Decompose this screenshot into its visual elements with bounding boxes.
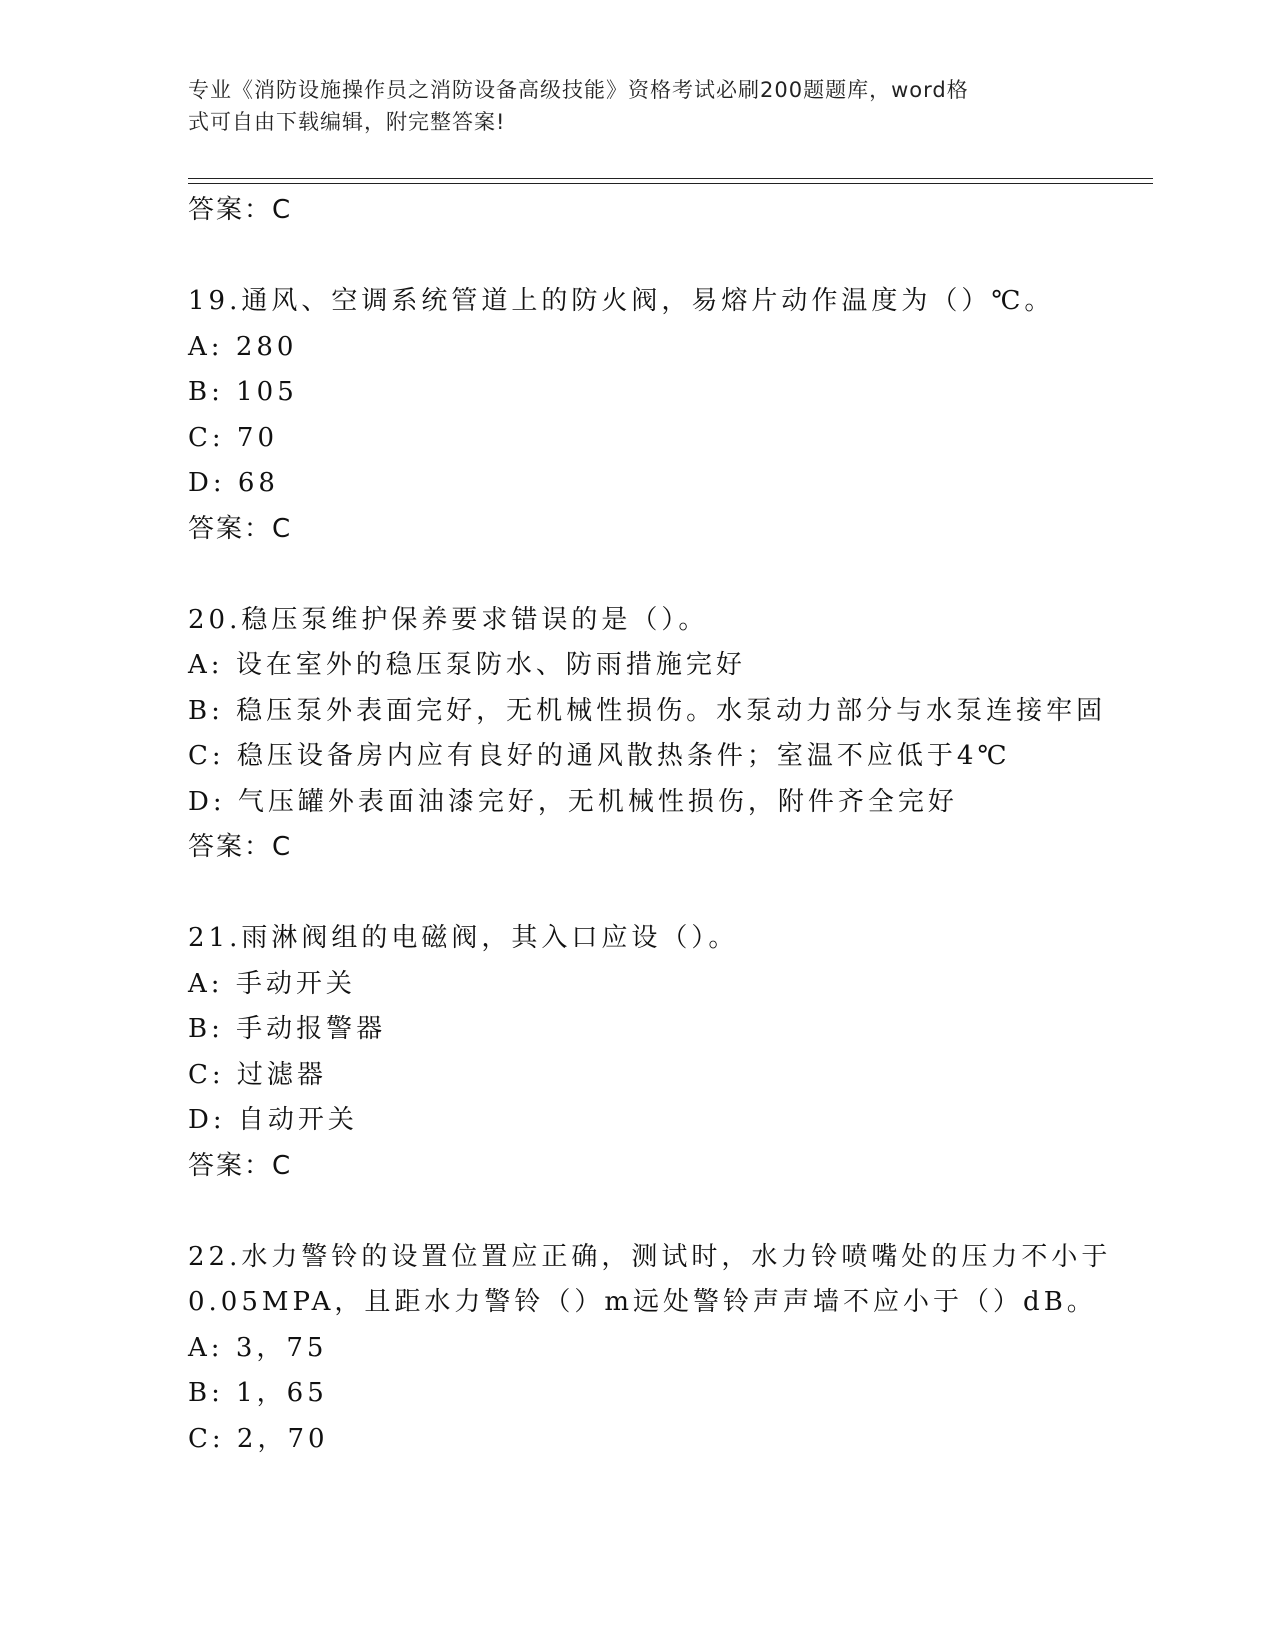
- option-text: 稳压泵外表面完好，无机械性损伤。水泵动力部分与水泵连接牢固: [236, 695, 1107, 726]
- option-letter: A:: [188, 331, 224, 362]
- option-a: [188, 962, 1148, 1008]
- answer-value: C: [272, 195, 293, 225]
- option-text: 设在室外的稳压泵防水、防雨措施完好: [235, 650, 746, 680]
- option-text: 稳压设备房内应有良好的通风散热条件；室温不应低于4℃: [236, 741, 1011, 771]
- spacer: [188, 1189, 1148, 1235]
- option-b: [188, 1007, 1148, 1053]
- spacer: [188, 234, 1148, 280]
- option-d: [188, 461, 1148, 507]
- option-letter: D:: [188, 468, 226, 498]
- question-stem-line-2: 0.05MPA，且距水力警铃（）m远处警铃声声墙不应小于（）dB。: [188, 1287, 1097, 1317]
- header-line-2: 式可自由下载编辑，附完整答案!: [188, 110, 506, 134]
- option-c: [188, 1417, 1148, 1463]
- option-letter: C:: [188, 422, 225, 453]
- option-letter: C:: [188, 1059, 225, 1090]
- header-line-1: 专业《消防设施操作员之消防设备高级技能》资格考试必刷200题题库，word格: [188, 78, 969, 102]
- option-text: 70: [236, 422, 279, 453]
- header-divider-bottom: [188, 183, 1153, 184]
- option-b: [188, 1371, 1148, 1417]
- question-stem: 21.雨淋阀组的电磁阀，其入口应设（）。: [188, 923, 739, 953]
- question-19: [188, 279, 1148, 552]
- option-c: [188, 416, 1148, 462]
- answer-line: [188, 188, 1148, 234]
- option-text: 1，65: [236, 1378, 328, 1408]
- option-a: [188, 325, 1148, 371]
- header-divider-top: [188, 178, 1153, 179]
- option-text: 3，75: [235, 1332, 328, 1363]
- option-b: [188, 370, 1148, 416]
- option-d: [188, 780, 1148, 826]
- answer-label: 答案：: [188, 1150, 273, 1181]
- option-text: 68: [237, 468, 279, 498]
- option-c: [188, 1053, 1148, 1099]
- option-text: 280: [235, 331, 298, 362]
- document-header: [188, 74, 1068, 138]
- option-text: 气压罐外表面油漆完好，无机械性损伤，附件齐全完好: [237, 786, 958, 817]
- option-letter: B:: [188, 1014, 224, 1044]
- question-20: [188, 598, 1148, 871]
- answer-value: C: [272, 1150, 293, 1181]
- option-letter: D:: [188, 786, 226, 817]
- spacer: [188, 871, 1148, 917]
- answer-line: [188, 507, 1148, 553]
- question-22: [188, 1235, 1148, 1463]
- option-letter: B:: [188, 1378, 224, 1408]
- option-letter: B:: [188, 377, 224, 407]
- option-letter: B:: [188, 695, 224, 726]
- option-c: [188, 734, 1148, 780]
- option-b: [188, 689, 1148, 735]
- option-text: 2，70: [236, 1423, 329, 1454]
- question-stem: 20.稳压泵维护保养要求错误的是（）。: [188, 604, 709, 635]
- question-21: [188, 916, 1148, 1189]
- option-a: [188, 643, 1148, 689]
- option-d: [188, 1098, 1148, 1144]
- option-letter: C:: [188, 1423, 225, 1454]
- option-text: 手动报警器: [236, 1014, 387, 1044]
- option-a: [188, 1326, 1148, 1372]
- option-letter: A:: [188, 1332, 224, 1363]
- question-stem: 19.通风、空调系统管道上的防火阀，易熔片动作温度为（）℃。: [188, 286, 1055, 316]
- answer-value: C: [272, 513, 293, 544]
- option-letter: D:: [188, 1105, 226, 1135]
- option-text: 手动开关: [235, 968, 356, 999]
- question-list: [188, 188, 1148, 1462]
- answer-line: [188, 825, 1148, 871]
- option-letter: C:: [188, 741, 225, 771]
- answer-line: [188, 1144, 1148, 1190]
- answer-value: C: [272, 832, 293, 862]
- answer-label: 答案：: [188, 513, 273, 544]
- answer-label: 答案：: [188, 195, 273, 225]
- spacer: [188, 552, 1148, 598]
- option-text: 105: [236, 377, 298, 407]
- answer-label: 答案：: [188, 832, 273, 862]
- option-text: 过滤器: [236, 1059, 327, 1090]
- option-letter: A:: [188, 968, 224, 999]
- question-stem-line-1: 22.水力警铃的设置位置应正确，测试时，水力铃喷嘴处的压力不小于: [188, 1241, 1112, 1272]
- option-letter: A:: [188, 650, 224, 680]
- option-text: 自动开关: [237, 1105, 358, 1135]
